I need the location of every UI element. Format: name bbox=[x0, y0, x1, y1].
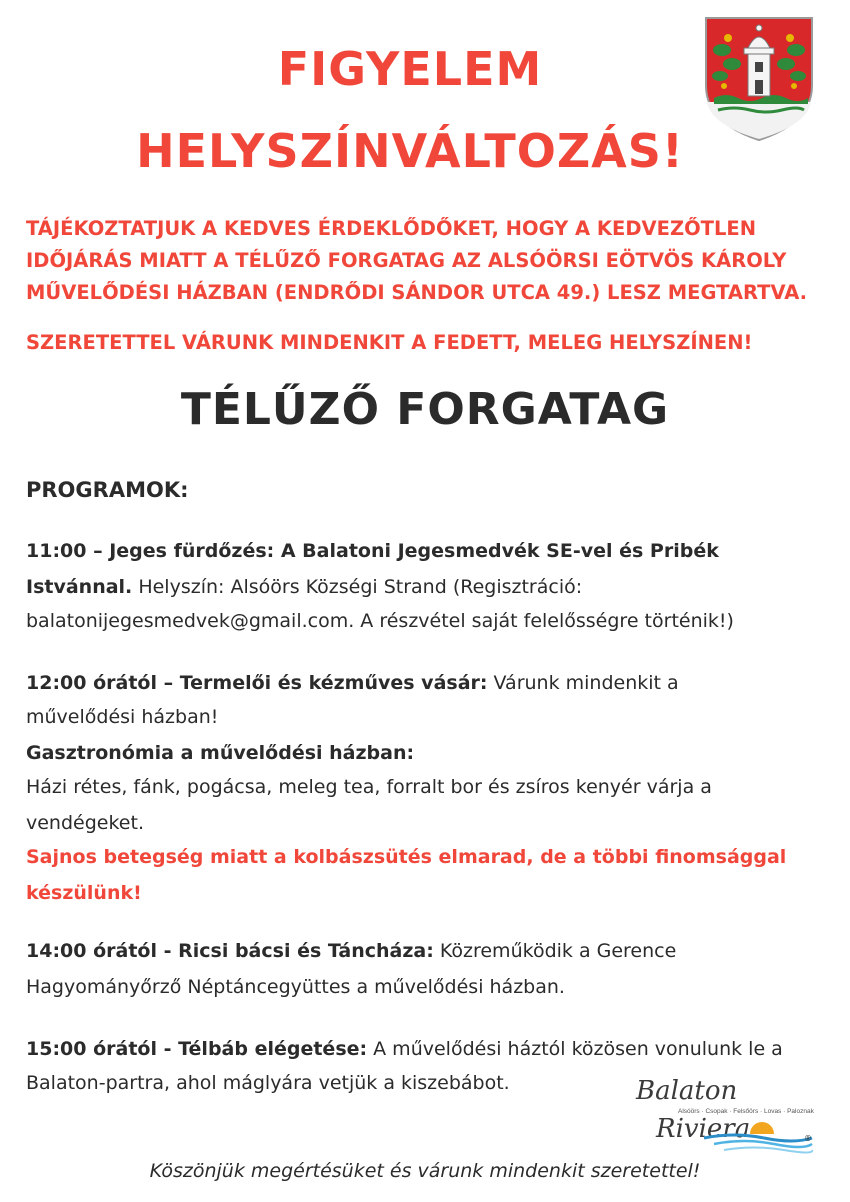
program-3-title: 14:00 órától - Ricsi bácsi és Táncháza: bbox=[26, 940, 434, 962]
headline-line2: HELYSZÍNVÁLTOZÁS! bbox=[136, 124, 684, 178]
program-3-desc: Közreműködik a Gerence bbox=[433, 940, 677, 962]
gastro-heading: Gasztronómia a művelődési házban: bbox=[26, 742, 415, 764]
program-1-line2 bbox=[26, 570, 826, 605]
program-2-line5: vendégeket. bbox=[26, 812, 144, 834]
program-2-subheading bbox=[26, 736, 826, 771]
program-2-warning1: Sajnos betegség miatt a kolbászsütés elmarad, de a többi finomsággal bbox=[26, 846, 787, 868]
notice-line3: MŰVELŐDÉSI HÁZBAN (ENDRŐDI SÁNDOR UTCA 49.) LESZ MEGTARTVA. bbox=[26, 281, 808, 304]
logo-word-balaton: Balaton bbox=[636, 1076, 738, 1106]
program-4-title: 15:00 órától - Télbáb elégetése: bbox=[26, 1038, 368, 1060]
program-1-title-cont: Istvánnal. bbox=[26, 576, 133, 598]
programs-heading: PROGRAMOK: bbox=[26, 478, 189, 502]
footer-thanks: Köszönjük megértésüket és várunk mindenkit szeretettel! bbox=[149, 1160, 701, 1182]
program-2-line4: Házi rétes, fánk, pogácsa, meleg tea, forralt bor és zsíros kenyér várja a bbox=[26, 776, 712, 798]
logo-registered: ® bbox=[804, 1134, 812, 1143]
program-3-line1 bbox=[26, 934, 826, 969]
program-4-line1 bbox=[26, 1032, 826, 1067]
logo-word-riviera: Riviera bbox=[656, 1114, 751, 1144]
program-2-desc: Várunk mindenkit a bbox=[487, 672, 679, 694]
notice-line2: IDŐJÁRÁS MIATT A TÉLŰZŐ FORGATAG AZ ALSÓÖRSI EÖTVÖS KÁROLY bbox=[26, 249, 787, 272]
program-1-line3: balatonijegesmedvek@gmail.com. A részvétel saját felelősségre történik!) bbox=[26, 610, 734, 632]
logo-sun-waves-icon bbox=[694, 1120, 814, 1156]
program-2-line1 bbox=[26, 666, 826, 701]
balaton-riviera-logo bbox=[634, 1076, 814, 1156]
program-1-title: 11:00 – Jeges fürdőzés: A Balatoni Jegesmedvék SE-vel és Pribék bbox=[26, 540, 719, 562]
headline-line1: FIGYELEM bbox=[277, 42, 543, 96]
notice-line1: TÁJÉKOZTATJUK A KEDVES ÉRDEKLŐDŐKET, HOGY A KEDVEZŐTLEN bbox=[26, 217, 757, 240]
program-4-line2: Balaton-partra, ahol máglyára vetjük a kiszebábot. bbox=[26, 1072, 510, 1094]
program-3-line2: Hagyományőrző Néptáncegyüttes a művelődési házban. bbox=[26, 976, 565, 998]
program-4-desc: A művelődési háztól közösen vonulunk le a bbox=[367, 1038, 783, 1060]
program-1-line1 bbox=[26, 534, 826, 569]
welcome-line: SZERETETTEL VÁRUNK MINDENKIT A FEDETT, MELEG HELYSZÍNEN! bbox=[26, 331, 753, 354]
coat-of-arms-icon bbox=[704, 16, 814, 142]
logo-towns: Alsóörs · Csopak · Felsőörs · Lovas · Paloznak bbox=[678, 1108, 814, 1115]
program-2-line2: művelődési házban! bbox=[26, 706, 219, 728]
program-2-title: 12:00 órától – Termelői és kézműves vásár: bbox=[26, 672, 488, 694]
program-2-warning2: készülünk! bbox=[26, 882, 142, 904]
program-1-location: Helyszín: Alsóörs Községi Strand (Regisztráció: bbox=[132, 576, 583, 598]
event-title: TÉLŰZŐ FORGATAG bbox=[180, 384, 670, 435]
